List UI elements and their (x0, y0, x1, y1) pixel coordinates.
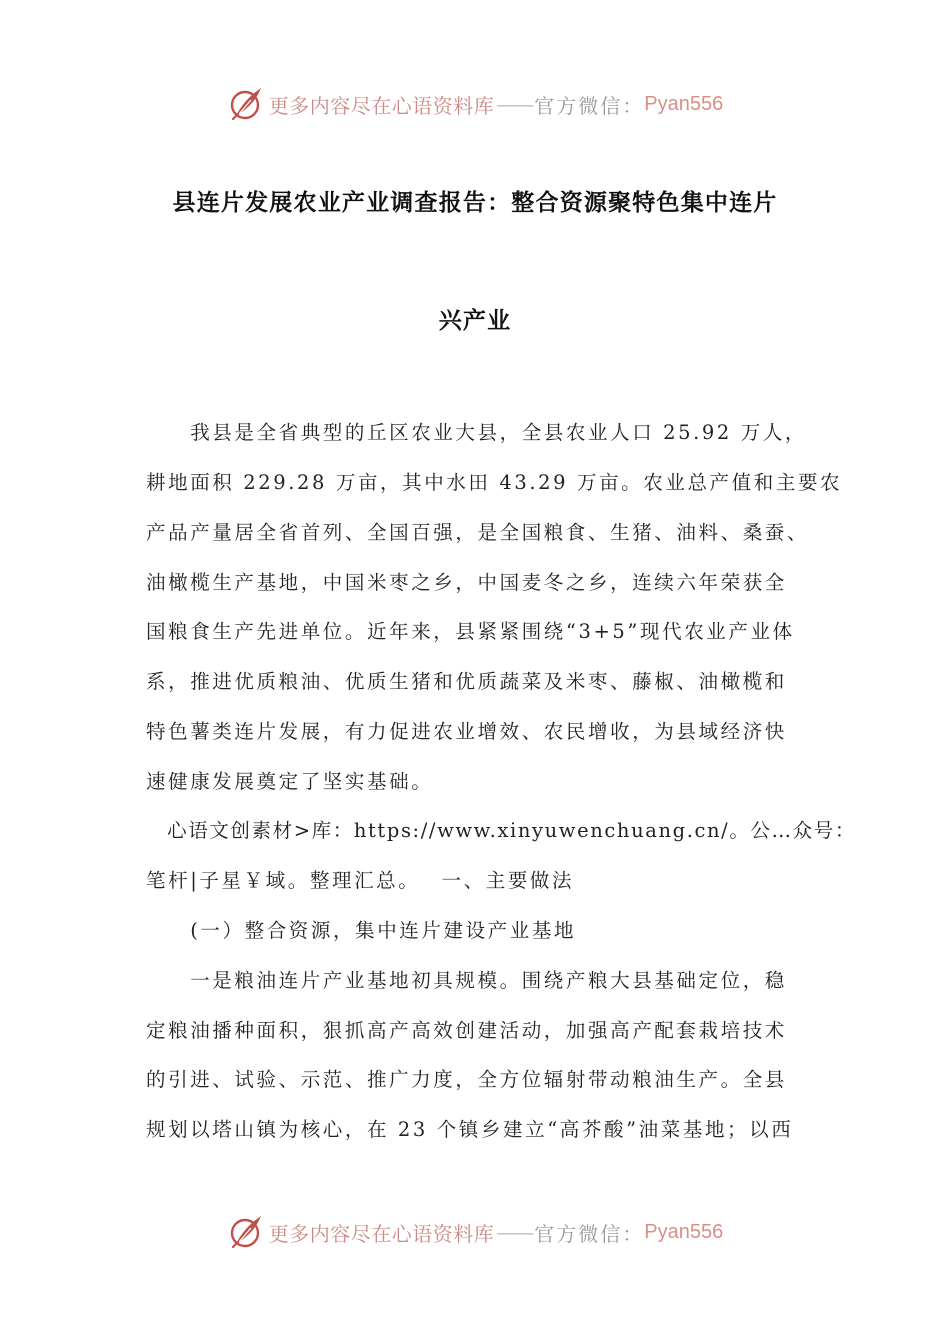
document-title-line-2: 兴产业 (438, 308, 512, 334)
body-line: 系，推进优质粮油、优质生猪和优质蔬菜及米枣、藤椒、油橄榄和 (146, 670, 787, 693)
body-line-section-heading: 笔杆|子星￥域。整理汇总。 一、主要做法 (146, 869, 575, 892)
quill-pen-logo-icon (227, 84, 267, 124)
body-line: 耕地面积 229.28 万亩，其中水田 43.29 万亩。农业总产值和主要农 (146, 471, 843, 494)
banner-wechat-id: Pyan556 (644, 92, 724, 115)
banner-dash: —— (496, 1220, 533, 1244)
quill-pen-logo-icon (227, 1212, 267, 1252)
body-line: 特色薯类连片发展，有力促进农业增效、农民增收，为县域经济快 (146, 720, 787, 743)
banner-dash: —— (496, 92, 533, 116)
footer-watermark-banner (0, 1210, 950, 1254)
banner-wechat-label: 官方微信： (534, 1221, 645, 1246)
body-line: 速健康发展奠定了坚实基础。 (146, 770, 434, 793)
banner-wechat-label: 官方微信： (534, 93, 645, 118)
body-line: 产品产量居全省首列、全国百强，是全国粮食、生猪、油料、桑蚕、 (146, 521, 810, 544)
body-line: 一是粮油连片产业基地初具规模。围绕产粮大县基础定位，稳 (146, 969, 787, 992)
body-line: 定粮油播种面积，狠抓高产高效创建活动，加强高产配套栽培技术 (146, 1019, 787, 1042)
body-line-subsection-heading: (一）整合资源，集中连片建设产业基地 (146, 919, 577, 942)
banner-wechat-id: Pyan556 (644, 1220, 724, 1243)
banner-site-text: 更多内容尽在心语资料库 (268, 1221, 495, 1246)
header-watermark-banner (0, 82, 950, 126)
body-line: 油橄榄生产基地，中国米枣之乡，中国麦冬之乡，连续六年荣获全 (146, 571, 787, 594)
document-title-line-1: 县连片发展农业产业调查报告：整合资源聚特色集中连片 (172, 190, 778, 216)
body-line: 国粮食生产先进单位。近年来，县紧紧围绕“3+5”现代农业产业体 (146, 620, 795, 643)
banner-site-text: 更多内容尽在心语资料库 (268, 93, 495, 118)
body-line: 规划以塔山镇为核心，在 23 个镇乡建立“高芥酸”油菜基地；以西 (146, 1118, 794, 1141)
body-line: 的引进、试验、示范、推广力度，全方位辐射带动粮油生产。全县 (146, 1068, 787, 1091)
body-line-source-note: 心语文创素材>库：https://www.xinyuwenchuang.cn/。公…众号： (146, 819, 856, 842)
body-line: 我县是全省典型的丘区农业大县，全县农业人口 25.92 万人， (146, 421, 808, 444)
